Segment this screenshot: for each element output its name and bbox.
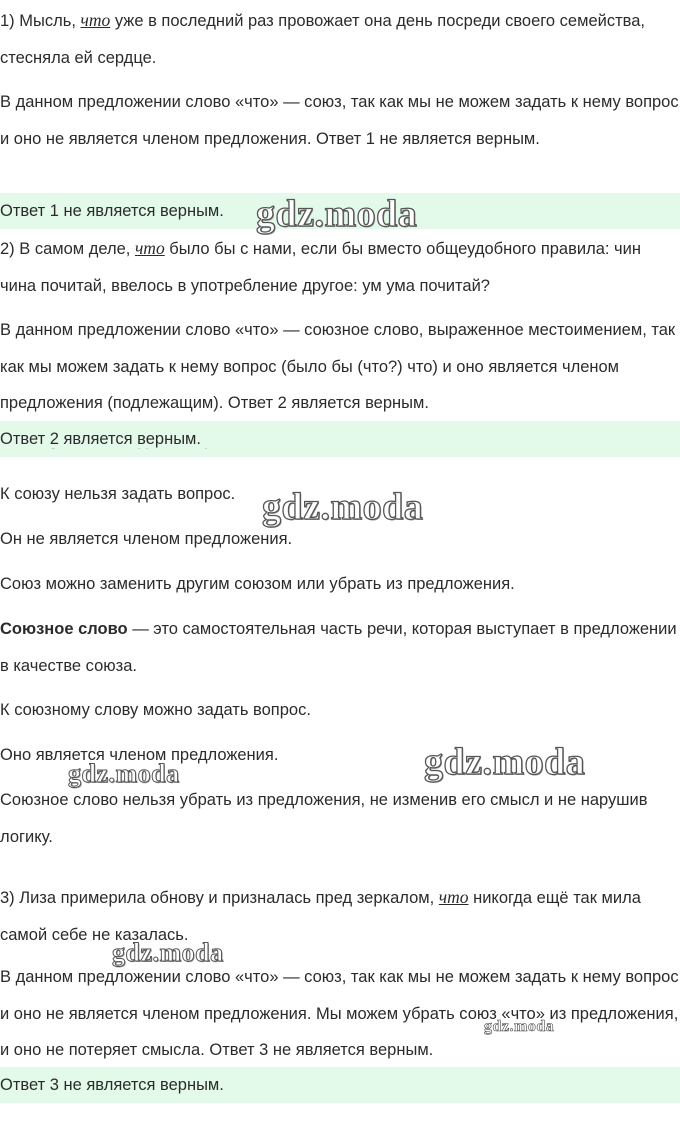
term: Союзное слово bbox=[0, 620, 128, 638]
answer-3: Ответ 3 не является верным. bbox=[0, 1076, 224, 1094]
union-word-rule-2: Оно является членом предложения. bbox=[0, 746, 279, 764]
union-rule-2: Он не является членом предложения. bbox=[0, 530, 293, 548]
question-2: 2) В самом деле, что было бы с нами, если бы вместо общеудобного правила: чин чина почитай, ввелось в употребление другое: ум ума почитай? bbox=[0, 238, 641, 295]
watermark-logo: gdz.moda bbox=[112, 938, 224, 967]
answer-3-box bbox=[0, 1067, 680, 1103]
union-rule-1: К союзу нельзя задать вопрос. bbox=[0, 485, 236, 503]
question-1: 1) Мысль, что уже в последний раз провожает она день посреди своего семейства, стесняла ей сердце. bbox=[0, 10, 645, 67]
watermark-logo: gdz.moda bbox=[424, 741, 586, 783]
union-word-rule-1: К союзному слову можно задать вопрос. bbox=[0, 701, 311, 719]
word-chto: что bbox=[80, 10, 111, 30]
union-word-rule-3: Союзное слово нельзя убрать из предложения, не изменив его смысл и не нарушив логику. bbox=[0, 791, 648, 846]
word-chto: что bbox=[438, 887, 469, 907]
explanation-1: В данном предложении слово «что» — союз, так как мы не можем задать к нему вопрос и оно не является членом предложения. Ответ 1 не является верным. bbox=[0, 93, 679, 148]
question-3: 3) Лиза примерила обнову и призналась пред зеркалом, что никогда ещё так мила самой себе не казалась. bbox=[0, 887, 641, 944]
union-rule-3: Союз можно заменить другим союзом или убрать из предложения. bbox=[0, 575, 515, 593]
explanation-3: В данном предложении слово «что» — союз, так как мы не можем задать к нему вопрос и оно не является членом предложения. Мы можем убрать союз «что» из предложения, и оно не потеряет смысла. Ответ 3 не является верным. bbox=[0, 968, 679, 1059]
word-chto: что bbox=[134, 238, 165, 258]
answer-1: Ответ 1 не является верным. bbox=[0, 202, 224, 220]
answer-2: Ответ 2 является верным. bbox=[0, 430, 201, 448]
watermark-logo: gdz.moda bbox=[484, 1018, 555, 1035]
union-word-definition: Союзное слово — это самостоятельная часть речи, которая выступает в предложении в качестве союза. bbox=[0, 620, 677, 675]
watermark-logo: gdz.moda bbox=[262, 486, 424, 528]
clipped-text-remnant bbox=[0, 448, 680, 456]
watermark-logo: gdz.moda bbox=[256, 193, 418, 235]
explanation-2: В данном предложении слово «что» — союзное слово, выраженное местоимением, так как мы можем задать к нему вопрос (было бы (что?) что) и оно является членом предложения (подлежащим). Ответ 2 является верным. bbox=[0, 321, 676, 412]
watermark-logo: gdz.moda bbox=[68, 759, 180, 788]
